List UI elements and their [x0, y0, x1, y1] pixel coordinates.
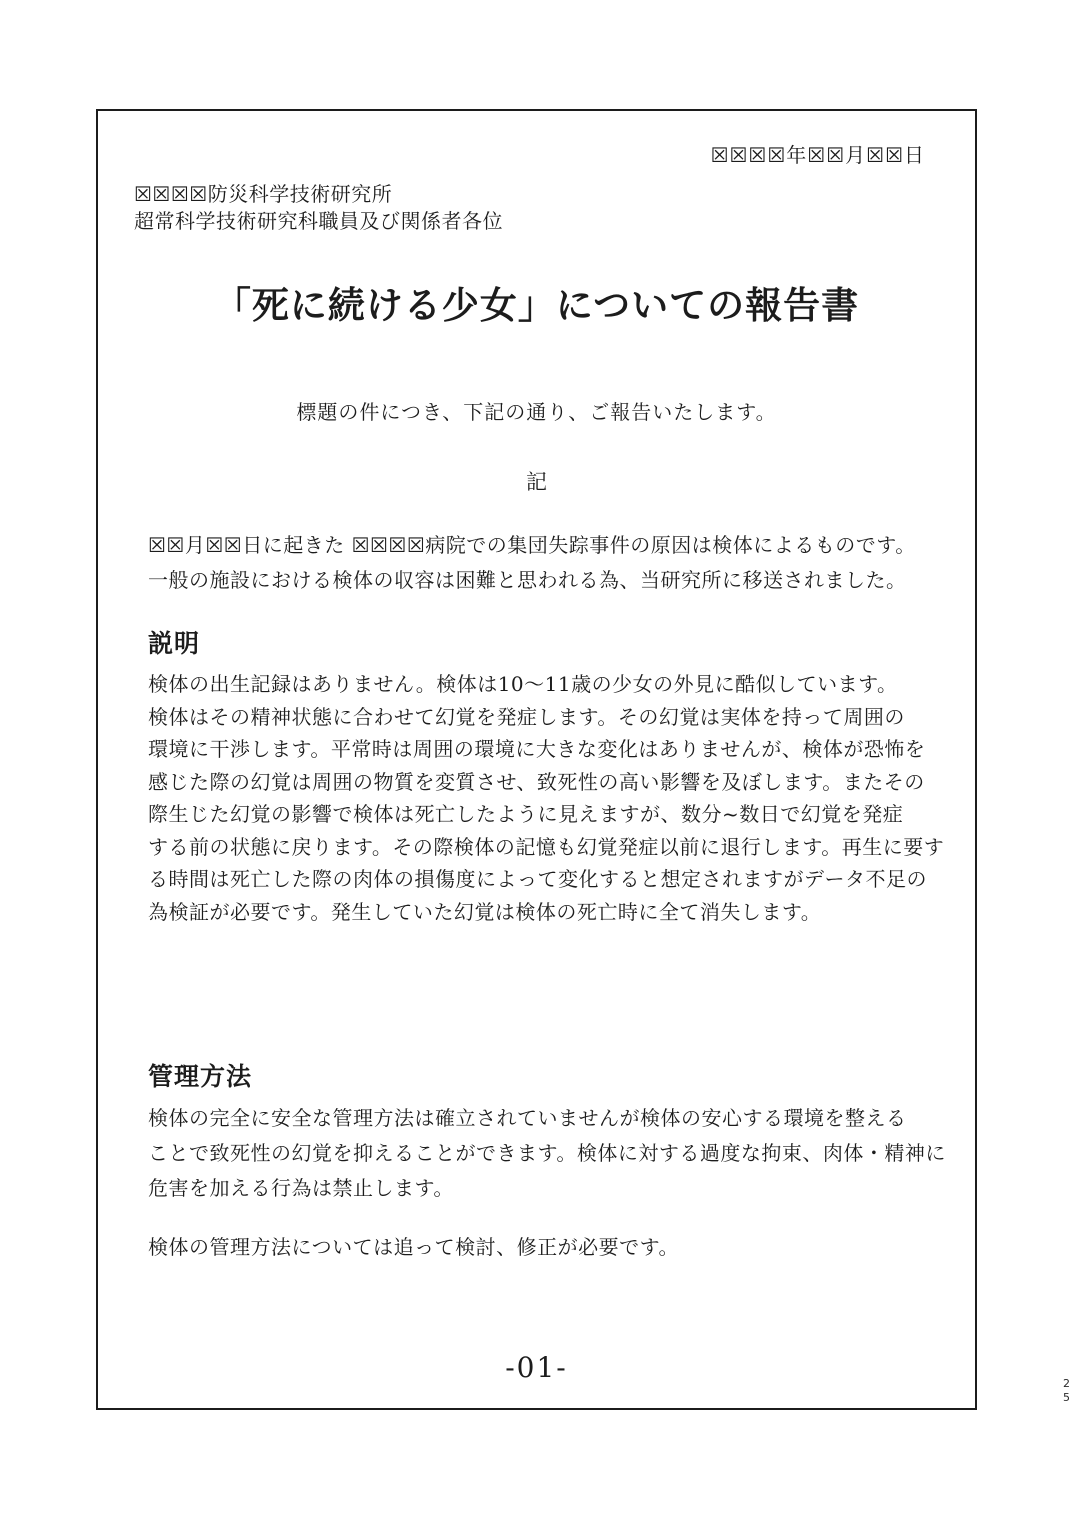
- summary-paragraph: [148, 528, 945, 598]
- organization-line: ☒☒☒☒防災科学技術研究所: [134, 182, 393, 206]
- section-explanation: [148, 628, 945, 928]
- body-line: 為検証が必要です。発生していた幻覚は検体の死亡時に全て消失します。: [148, 899, 822, 924]
- body-line: る時間は死亡した際の肉体の損傷度によって変化すると想定されますがデータ不足の: [148, 867, 927, 891]
- report-page: [96, 109, 977, 1410]
- section-heading-explanation: 説明: [148, 629, 201, 658]
- body-line: 感じた際の幻覚は周囲の物質を変質させ、致死性の高い影響を及ぼします。またその: [148, 769, 925, 794]
- body-line: 検体の完全に安全な管理方法は確立されていませんが検体の安心する環境を整える: [148, 1106, 907, 1130]
- body-line: 際生じた幻覚の影響で検体は死亡したように見えますが、数分~数日で幻覚を発症: [148, 802, 904, 826]
- body-line: する前の状態に戻ります。その際検体の記憶も幻覚発症以前に退行します。再生に要す: [148, 834, 945, 859]
- report-title: 「死に続ける少女」についての報告書: [213, 283, 860, 327]
- ki-marker: 記: [526, 470, 547, 494]
- body-line: 検体はその精神状態に合わせて幻覚を発症します。その幻覚は実体を持って周囲の: [148, 704, 905, 729]
- management-note-line: 検体の管理方法については追って検討、修正が必要です。: [148, 1235, 679, 1259]
- body-line: ことで致死性の幻覚を抑えることができます。検体に対する過度な拘束、肉体・精神に: [148, 1141, 946, 1165]
- body-line: 危害を加える行為は禁止します。: [148, 1176, 454, 1200]
- section-heading-management: 管理方法: [148, 1062, 253, 1091]
- summary-line: 一般の施設における検体の収容は困難と思われる為、当研究所に移送されました。: [148, 568, 907, 592]
- addressee-line: 超常科学技術研究科職員及び関係者各位: [134, 209, 503, 233]
- section-management: [148, 1061, 945, 1206]
- intro-line: 標題の件につき、下記の通り、ご報告いたします。: [296, 400, 777, 424]
- date-line: ☒☒☒☒年☒☒月☒☒日: [710, 143, 925, 167]
- summary-line: ☒☒月☒☒日に起きた ☒☒☒☒病院での集団失踪事件の原因は検体によるものです。: [148, 533, 916, 557]
- body-line: 検体の出生記録はありません。検体は10〜11歳の少女の外見に酷似しています。: [148, 672, 898, 696]
- recipient-block: [134, 181, 503, 235]
- book-page-number: 25: [1060, 1377, 1073, 1405]
- body-line: 環境に干渉します。平常時は周囲の環境に大きな変化はありませんが、検体が恐怖を: [148, 737, 926, 761]
- page-number: -01-: [505, 1351, 568, 1384]
